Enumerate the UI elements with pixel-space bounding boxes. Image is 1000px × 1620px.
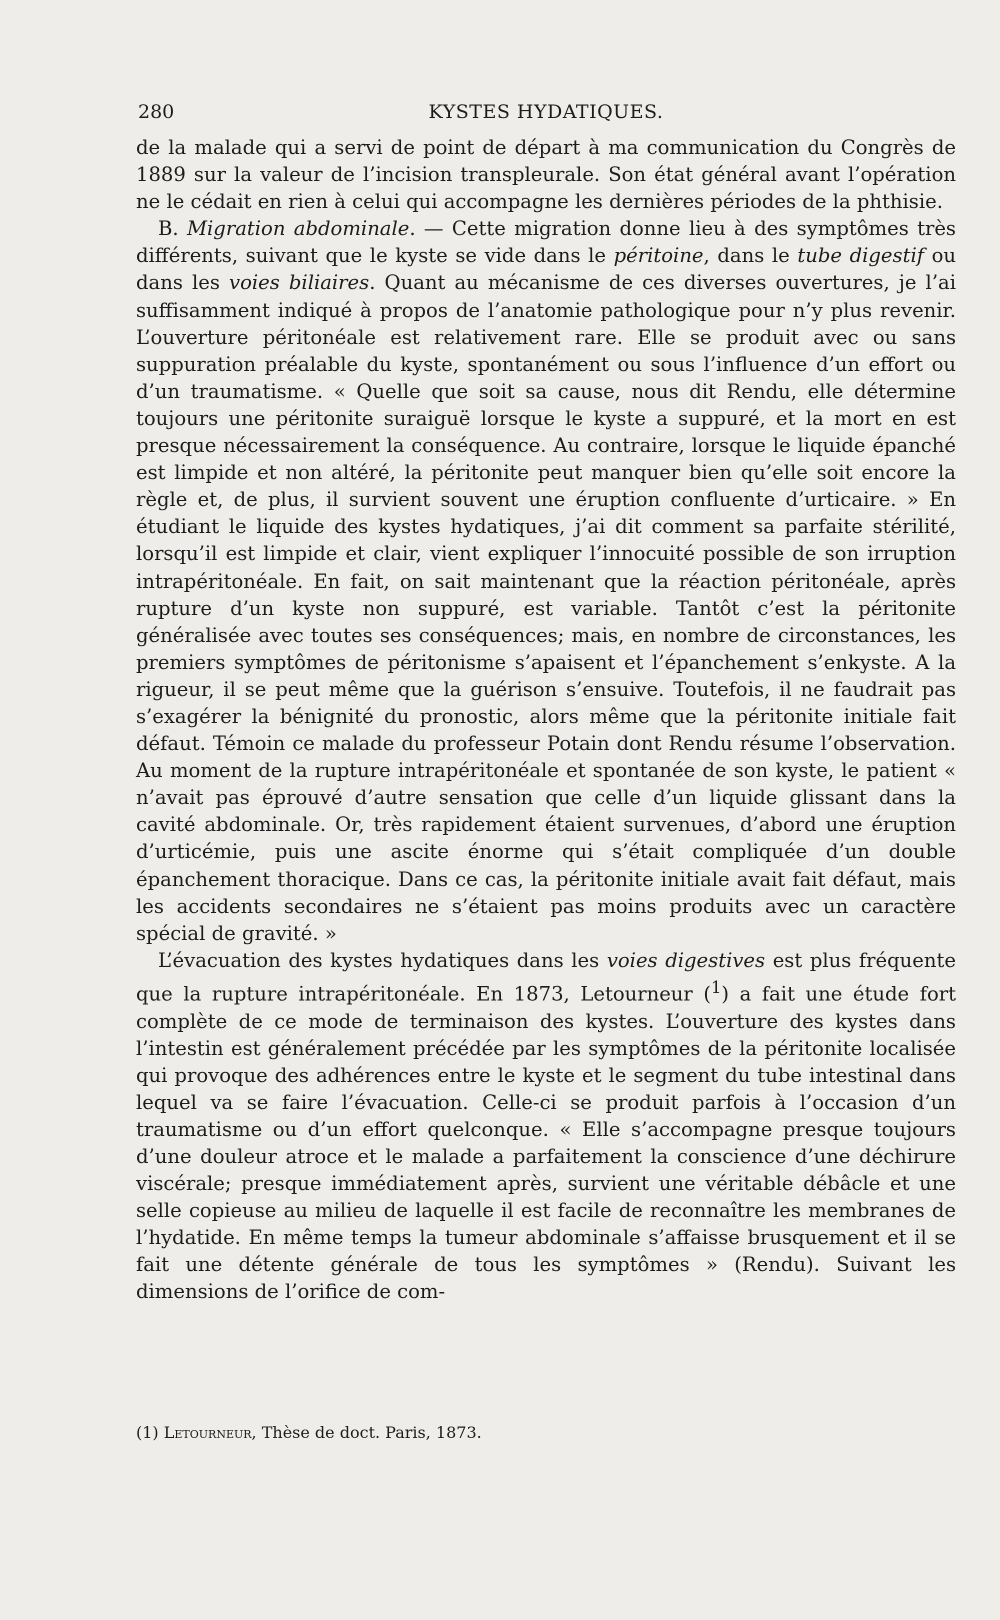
running-title: KYSTES HYDATIQUES. — [428, 101, 664, 123]
footnote — [136, 1422, 956, 1444]
body-text — [136, 134, 956, 1306]
paragraph: de la malade qui a servi de point de départ à ma communication du Congrès de 1889 sur la valeur de l’incision transpleurale. Son état général avant l’opération ne le cédait en rien à celui qui accompagne les dernières périodes de la phthisie. — [136, 136, 956, 214]
footnote-text: , Thèse de doct. Paris, 1873. — [251, 1423, 482, 1442]
paragraph: L’évacuation des kystes hydatiques dans les voies digestives est plus fréquente que la rupture intrapéritonéale. En 1873, Letourneur ($^1$) a fait une étude fort complète de ce mode de terminaison des kystes. L’ouverture des kystes dans l’intestin est généralement précédée par les symptômes de la péritonite localisée qui provoque des adhérences entre le kyste et le segment du tube intestinal dans lequel va se faire l’évacuation. Celle-ci se produit parfois à l’occasion d’un traumatisme ou d’un effort quelconque. « Elle s’accompagne presque toujours d’une douleur atroce et le malade a parfaitement la conscience d’une déchirure viscérale; presque immédiatement après, survient une véritable débâcle et une selle copieuse au milieu de laquelle il est facile de reconnaître les membranes de l’hydatide. En même temps la tumeur abdominale s’affaisse brusquement et il se fait une détente générale de tous les symptômes » (Rendu). Suivant les dimensions de l’orifice de com- — [136, 948, 956, 1304]
footnote-author: Letourneur — [163, 1423, 252, 1442]
page-number: 280 — [138, 101, 175, 123]
footnote-marker: (1) — [136, 1423, 159, 1442]
paragraph: B. Migration abdominale. — Cette migration donne lieu à des symptômes très différents, suivant que le kyste se vide dans le péritoine, dans le tube digestif ou dans les voies biliaires. Quant au mécanisme de ces diverses ouvertures, je l’ai suffisamment indiqué à propos de l’anatomie pathologique pour n’y plus revenir. L’ouverture péritonéale est relativement rare. Elle se produit avec ou sans suppuration préalable du kyste, spontanément ou sous l’influence d’un effort ou d’un traumatisme. « Quelle que soit sa cause, nous dit Rendu, elle détermine toujours une péritonite suraiguë lorsque le kyste a suppuré, et la mort en est presque nécessairement la conséquence. Au contraire, lorsque le liquide épanché est limpide et non altéré, la péritonite peut manquer bien qu’elle soit encore la règle et, de plus, il survient souvent une éruption confluente d’urticaire. » En étudiant le liquide des kystes hydatiques, j’ai dit comment sa parfaite stérilité, lorsqu’il est limpide et clair, vient expliquer l’innocuité possible de son irruption intrapéritonéale. En fait, on sait maintenant que la réaction péritonéale, après rupture d’un kyste non suppuré, est variable. Tantôt c’est la péritonite généralisée avec toutes ses conséquences; mais, en nombre de circonstances, les premiers symptômes de péritonisme s’apaisent et l’épanchement s’enkyste. A la rigueur, il se peut même que la guérison s’ensuive. Toutefois, il ne faudrait pas s’exagérer la bénignité du pronostic, alors même que la péritonite initiale fait défaut. Témoin ce malade du professeur Potain dont Rendu résume l’observation. Au moment de la rupture intrapéritonéale et spontanée de son kyste, le patient « n’avait pas éprouvé d’autre sensation que celle d’un liquide glissant dans la cavité abdominale. Or, très rapidement étaient survenues, d’abord une éruption d’urticémie, puis une ascite énorme qui s’était compliquée d’un double épanchement thoracique. Dans ce cas, la péritonite initiale avait fait défaut, mais les accidents secondaires ne s’étaient pas moins produits avec un caractère spécial de gravité. » — [136, 217, 956, 945]
running-header — [138, 101, 954, 129]
